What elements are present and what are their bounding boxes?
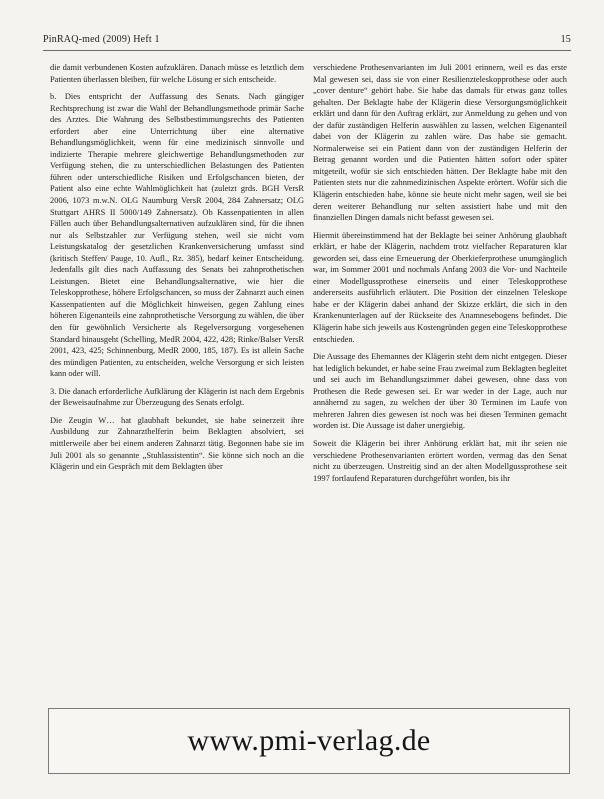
publisher-url: www.pmi-verlag.de bbox=[187, 724, 431, 757]
paragraph: b. Dies entspricht der Auffassung des Senats. Nach gängiger Rechtsprechung ist zwar die Wahl der Behandlungsmethode primär Sache des Arztes. Die Wahrung des Selbstbestimmungsrechts des Patienten erfordert aber eine Unterrichtung über eine alternative Behandlungsmöglichkeit, wenn für eine medizinisch sinnvolle und indizierte Therapie mehrere gleichwertige Behandlungsmethoden zur Verfügung stehen, die zu unterschiedlichen Belastungen des Patienten führen oder unterschiedliche Risiken und Erfolgschancen bieten, der Patient also eine echte Wahlmöglichkeit hat (zuletzt grds. BGH VersR 2006, 1073 m.w.N. OLG Naumburg VersR 2004, 284 Zahnersatz; OLG Stuttgart AHRS II 5000/149 Zahnersatz). Ob Kassenpatienten in allen Fällen auch über Behandlungsalternativen aufzuklären sind, für die ihnen nur als Selbstzahler zur Verfügung stehen, weil sie nicht vom Leistungskatalog der gesetzlichen Krankenversicherung umfasst sind (kritisch Steffen/ Pauge, 10. Aufl., Rz. 385), bedarf keiner Entscheidung. Jedenfalls gilt dies nach Auffassung des Senats bei zahnprothetischen Leistungen. Bietet eine Behandlungsalternative, wie hier die Teleskopprothese, höhere Erfolgschancen, so muss der Zahnarzt auch einen Kassenpatienten auf die Möglichkeit hinweisen, gegen Zahlung eines höheren Eigenanteils eine zahnprothetische Versorgung zu wählen, die über den für gewöhnlich Versicherte als Regelversorgung vorgesehenen Standard hinausgeht (Schelling, MedR 2004, 422, 428; Rinke/Balser VersR 2001, 423, 425; Schinnenburg, MedR 2000, 185, 187). Es ist allein Sache des mündigen Patienten, zu entscheiden, welche Versorgung er sich leisten kann oder will. bbox=[50, 92, 304, 379]
paragraph: Soweit die Klägerin bei ihrer Anhörung erklärt hat, mit ihr seien nie verschiedene Prothesenvarianten erörtert worden, vermag das den Senat nicht zu überzeugen. Unstreitig sind an der alten Modellgussprothese seit 1997 fortlaufend Reparaturen durchgeführt worden, bis ihr bbox=[313, 438, 567, 483]
publisher-banner bbox=[48, 708, 570, 774]
right-column bbox=[313, 62, 567, 697]
running-header bbox=[43, 34, 571, 51]
left-column bbox=[50, 62, 304, 697]
paragraph: 3. Die danach erforderliche Aufklärung der Klägerin ist nach dem Ergebnis der Beweisaufnahme zur Überzeugung des Senats erfolgt. bbox=[50, 386, 304, 408]
paragraph: Die Zeugin W… hat glaubhaft bekundet, sie habe seinerzeit ihre Ausbildung zur Zahnarzthelferin beim Beklagten absolviert, sei mittlerweile aber bei einem anderen Zahnarzt tätig. Begonnen habe sie im Juli 2001 als so genannte „Stuhlassistentin“. Sie könne sich noch an die Klägerin und ein Gespräch mit dem Beklagten über bbox=[50, 415, 304, 472]
paragraph: Hiermit übereinstimmend hat der Beklagte bei seiner Anhörung glaubhaft erklärt, er habe der Klägerin, nachdem trotz vielfacher Reparaturen klar geworden sei, dass eine Erneuerung der Oberkieferprothese unumgänglich war, im Sommer 2001 und nochmals Anfang 2003 die Vor- und Nachteile einer Modellgussprothese einerseits und einer Teleskopprothese andererseits ausführlich erläutert. Die Position der einzelnen Teleskope habe er der Klägerin dabei anhand der Skizze erklärt, die sich in den Krankenunterlagen auf der Rückseite des Anamnesebogens befindet. Die Klägerin habe sich jeweils aus Kostengründen gegen eine Teleskopprothese entschieden. bbox=[313, 230, 567, 344]
paragraph: Die Aussage des Ehemannes der Klägerin steht dem nicht entgegen. Dieser hat lediglich bekundet, er habe seine Frau zweimal zum Beklagten begleitet und sei auch im Behandlungszimmer dabei gewesen, ohne dass von Prothesen die Rede gewesen sei. Er war weder in der Lage, auch nur annähernd zu sagen, zu welchen der über 30 Terminen im Laufe von mehreren Jahren dies gewesen ist noch was bei diesen Terminen gemacht worden ist. Die Aussage ist daher unergiebig. bbox=[313, 352, 567, 431]
page-number: 15 bbox=[560, 34, 571, 45]
paragraph: verschiedene Prothesenvarianten im Juli 2001 erinnern, weil es das erste Mal gewesen sei, dass sie von einer Resilienzteleskopprothese oder auch „cover denture“ gehört habe. Sie habe das damals für etwas ganz tolles gehalten. Der Beklagte habe der Klägerin diese Versorgungsmöglichkeit erklärt und dann für den Auftrag erklärt, zur Anmeldung zu gehen und von der dafür zuständigen Helferin auswählen zu lassen, welchen Eigenanteil dabei von der Klägerin zu zahlen wäre. Das habe sie gemacht. Normalerweise sei ein Patient dann von der zuständigen Helferin der Betrag genannt worden und die Patienten hätten sofort oder später mitgeteilt, wofür sie sich entschieden hätten. Der Beklagte habe mit den Patienten stets nur die zahnmedizinischen Aspekte erörtert. Wofür sich die Klägerin entschieden habe, könne sie heute nicht mehr sagen, weil sie bei deren weiterer Behandlung nur selten assistiert habe und mit den finanziellen Dingen damals nicht befasst gewesen sei. bbox=[313, 63, 567, 223]
journal-citation: PinRAQ-med (2009) Heft 1 bbox=[43, 34, 160, 45]
paragraph: die damit verbundenen Kosten aufzuklären. Danach müsse es letztlich dem Patienten überlassen bleiben, für welche Lösung er sich entscheide. bbox=[50, 63, 304, 84]
